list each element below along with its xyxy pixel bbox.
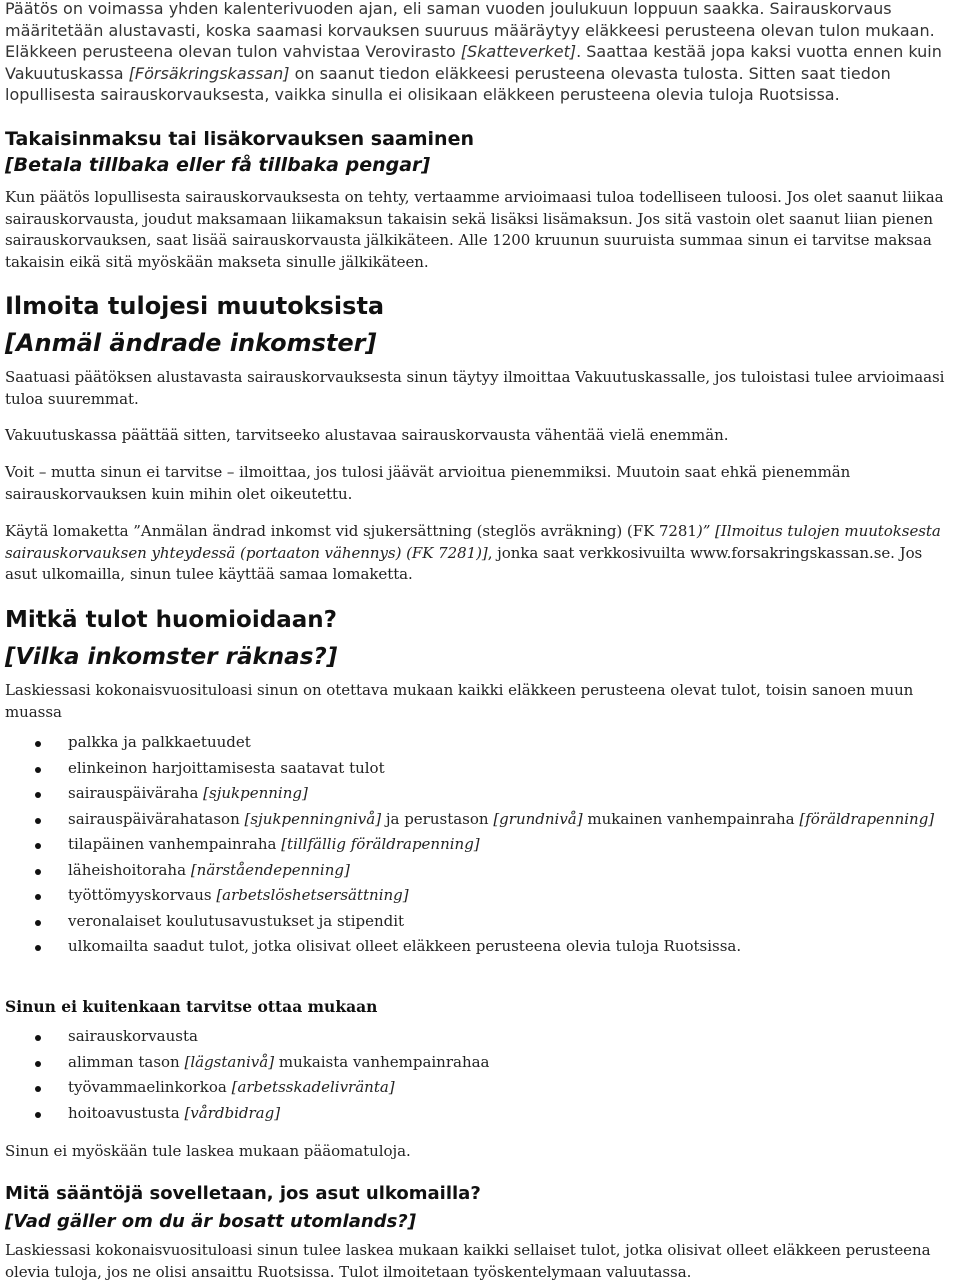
- list-item: läheishoitoraha [närståendepenning]: [5, 860, 955, 882]
- list-item: sairauskorvausta: [5, 1026, 955, 1048]
- section2-p1: Saatuasi päätöksen alustavasta sairauskorvauksesta sinun täytyy ilmoittaa Vakuutuskassalle, jos tuloistasi tulee arvioimaasi tuloa suuremmat.: [5, 368, 945, 408]
- section4-body: Laskiessasi kokonaisvuosituloasi sinun tulee laskea mukaan kaikki sellaiset tulot, jotka olisivat olleet eläkkeen perusteena olevia tuloja, jos ne olisi ansaittu Ruotsissa. Tulot ilmoitetaan työskentelymaan valuutassa.: [5, 1241, 931, 1281]
- section2-p3: Voit – mutta sinun ei tarvitse – ilmoittaa, jos tulosi jäävät arvioitua pienemmiksi. Muutoin saat ehkä pienemmän sairauskorvauksen kuin mihin olet oikeutettu.: [5, 463, 851, 503]
- bullet-icon: [35, 741, 41, 747]
- intro-text-5: on saanut tiedon eläkkeesi perusteena olevasta tulosta. Sitten saat tiedon lopullisesta sairauskorvauksesta, vaikka sinulla ei olisikaan eläkkeen perusteena olevia tuloja Ruotsissa.: [5, 63, 891, 105]
- bullet-icon: [35, 920, 41, 926]
- section2-heading-fi: Ilmoita tulojesi muutoksista: [5, 292, 385, 320]
- list-item: ulkomailta saadut tulot, jotka olisivat olleet eläkkeen perusteena olevia tuloja Ruotsissa.: [5, 936, 955, 958]
- included-income-list: [5, 732, 955, 958]
- section1-body: Kun päätös lopullisesta sairauskorvauksesta on tehty, vertaamme arvioimaasi tuloa todelliseen tuloosi. Jos olet saanut liikaa sairauskorvausta, joudut maksamaan liikamaksun takaisin sekä lisäksi lisämaksun. Jos sitä vastoin olet saanut liian pienen sairauskorvauksen, saat lisää sairauskorvausta jälkikäteen. Alle 1200 kruunun suuruista summaa sinun ei tarvitse maksaa takaisin eikä sitä myöskään makseta sinulle jälkikäteen.: [5, 188, 944, 271]
- bullet-icon: [35, 945, 41, 951]
- form-name-sv: Käytä lomaketta ”Anmälan ändrad inkomst vid sjukersättning (steglös avräkning) (FK 7281: [5, 522, 697, 540]
- section1-heading-sv: [Betala tillbaka eller få tillbaka pengar]: [5, 154, 431, 176]
- list-item: sairauspäivärahatason [sjukpenningnivå] ja perustason [grundnivå] mukainen vanhempainraha [föräldrapenning]: [5, 809, 955, 831]
- intro-paragraph: [5, 0, 955, 106]
- bullet-icon: [35, 894, 41, 900]
- section2-heading-sv: [Anmäl ändrade inkomster]: [5, 329, 377, 357]
- section4-heading-fi: Mitä sääntöjä sovelletaan, jos asut ulkomailla?: [5, 1183, 481, 1204]
- section2-p4: [5, 521, 955, 586]
- section3-intro: Laskiessasi kokonaisvuosituloasi sinun on otettava mukaan kaikki eläkkeen perusteena olevat tulot, toisin sanoen muun muassa: [5, 681, 914, 721]
- list-item: työvammaelinkorkoa [arbetsskadelivränta]: [5, 1077, 955, 1099]
- bullet-icon: [35, 1035, 41, 1041]
- intro-text-1: Päätös on voimassa yhden kalenterivuoden ajan, eli saman vuoden joulukuun loppuun saakka. Sairauskorvaus määritetään alustavasti, koska saamasi korvauksen suuruus määräytyy eläkkeesi perusteena olevan tulon mukaan. Eläkkeen perusteena olevan tulon vahvistaa Verovirasto: [5, 0, 935, 62]
- list-item: palkka ja palkkaetuudet: [5, 732, 955, 754]
- intro-forsakringskassan: [Försäkringskassan]: [128, 63, 290, 83]
- list-item: työttömyyskorvaus [arbetslöshetsersättning]: [5, 885, 955, 907]
- bullet-icon: [35, 1112, 41, 1118]
- bullet-icon: [35, 843, 41, 849]
- list-item: sairauspäiväraha [sjukpenning]: [5, 783, 955, 805]
- section3-heading-fi: Mitkä tulot huomioidaan?: [5, 607, 337, 633]
- exclude-heading: Sinun ei kuitenkaan tarvitse ottaa mukaan: [5, 997, 378, 1016]
- bullet-icon: [35, 1061, 41, 1067]
- section2-p2: Vakuutuskassa päättää sitten, tarvitseeko alustavaa sairauskorvausta vähentää vielä enemmän.: [5, 426, 729, 444]
- bullet-icon: [35, 1086, 41, 1092]
- bullet-icon: [35, 818, 41, 824]
- capital-income-note: Sinun ei myöskään tule laskea mukaan pääomatuloja.: [5, 1142, 411, 1160]
- intro-skatteverket: [Skatteverket]: [460, 42, 577, 62]
- list-item: elinkeinon harjoittamisesta saatavat tulot: [5, 758, 955, 780]
- list-item: tilapäinen vanhempainraha [tillfällig föräldrapenning]: [5, 834, 955, 856]
- bullet-icon: [35, 869, 41, 875]
- form-instructions: , jonka saat verkkosivuilta www.forsakringskassan.se. Jos asut ulkomailla, sinun tulee käyttää samaa lomaketta.: [5, 543, 923, 583]
- section4-heading-sv: [Vad gäller om du är bosatt utomlands?]: [5, 1211, 416, 1232]
- list-item: veronalaiset koulutusavustukset ja stipendit: [5, 911, 955, 933]
- excluded-income-list: [5, 1026, 955, 1124]
- section3-heading-sv: [Vilka inkomster räknas?]: [5, 644, 338, 670]
- bullet-icon: [35, 767, 41, 773]
- list-item: alimman tason [lägstanivå] mukaista vanhempainrahaa: [5, 1052, 955, 1074]
- intro-text-3: . Saattaa kestää jopa kaksi vuotta ennen kuin Vakuutuskassa: [5, 42, 942, 83]
- bullet-icon: [35, 792, 41, 798]
- list-item: hoitoavustusta [vårdbidrag]: [5, 1103, 955, 1125]
- section1-heading-fi: Takaisinmaksu tai lisäkorvauksen saaminen: [5, 128, 474, 150]
- form-name-fi: )” [Ilmoitus tulojen muutoksesta sairauskorvauksen yhteydessä (portaaton vähennys) (FK 7281)]: [5, 522, 941, 562]
